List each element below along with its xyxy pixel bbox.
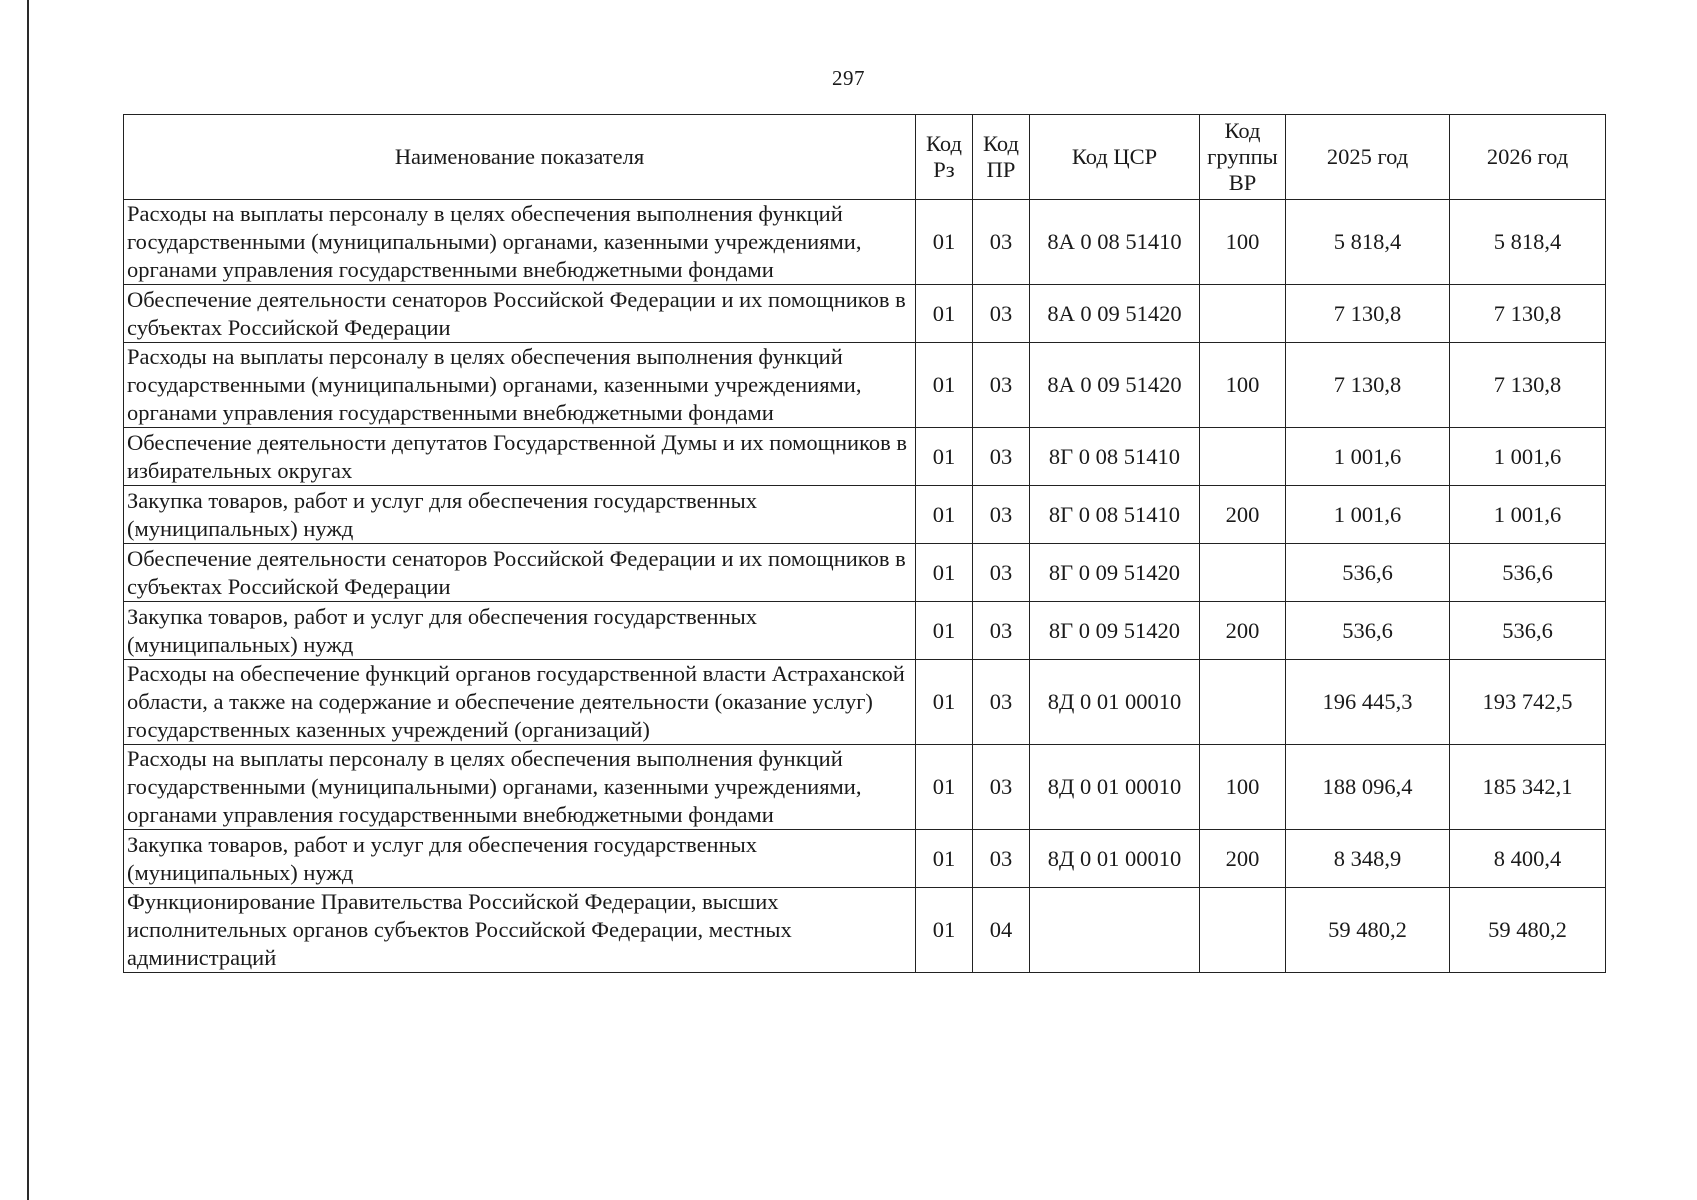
row-2025: 8 348,9 (1286, 830, 1450, 888)
header-2026: 2026 год (1450, 115, 1606, 200)
row-pr: 03 (973, 428, 1030, 486)
row-pr: 03 (973, 660, 1030, 745)
row-2025: 7 130,8 (1286, 343, 1450, 428)
row-rz: 01 (916, 343, 973, 428)
row-vr (1200, 285, 1286, 343)
row-2025: 196 445,3 (1286, 660, 1450, 745)
table-row (124, 830, 1606, 888)
row-2026: 536,6 (1450, 544, 1606, 602)
row-rz: 01 (916, 830, 973, 888)
row-rz: 01 (916, 660, 973, 745)
budget-table (123, 114, 1606, 973)
header-rz: Код Рз (916, 115, 973, 200)
row-rz: 01 (916, 486, 973, 544)
table-header-row (124, 115, 1606, 200)
row-2026: 59 480,2 (1450, 888, 1606, 973)
row-2025: 188 096,4 (1286, 745, 1450, 830)
row-2026: 536,6 (1450, 602, 1606, 660)
header-2025: 2025 год (1286, 115, 1450, 200)
row-2026: 7 130,8 (1450, 343, 1606, 428)
row-vr: 100 (1200, 343, 1286, 428)
table-row (124, 888, 1606, 973)
row-vr (1200, 888, 1286, 973)
row-vr: 200 (1200, 486, 1286, 544)
row-2026: 185 342,1 (1450, 745, 1606, 830)
table-row (124, 602, 1606, 660)
row-2025: 536,6 (1286, 602, 1450, 660)
scan-edge-line (27, 0, 29, 1200)
row-name: Закупка товаров, работ и услуг для обеспечения государственных (муниципальных) нужд (124, 486, 916, 544)
row-rz: 01 (916, 544, 973, 602)
row-2026: 1 001,6 (1450, 428, 1606, 486)
row-csr (1030, 888, 1200, 973)
row-name: Закупка товаров, работ и услуг для обеспечения государственных (муниципальных) нужд (124, 830, 916, 888)
row-2026: 5 818,4 (1450, 200, 1606, 285)
page-number: 297 (832, 66, 865, 90)
row-vr: 100 (1200, 200, 1286, 285)
row-csr: 8Д 0 01 00010 (1030, 660, 1200, 745)
header-name: Наименование показателя (124, 115, 916, 200)
row-vr: 200 (1200, 830, 1286, 888)
row-rz: 01 (916, 428, 973, 486)
row-csr: 8Д 0 01 00010 (1030, 830, 1200, 888)
row-pr: 03 (973, 486, 1030, 544)
row-name: Закупка товаров, работ и услуг для обеспечения государственных (муниципальных) нужд (124, 602, 916, 660)
row-name: Обеспечение деятельности сенаторов Российской Федерации и их помощников в субъектах Российской Федерации (124, 285, 916, 343)
row-2025: 59 480,2 (1286, 888, 1450, 973)
row-2025: 7 130,8 (1286, 285, 1450, 343)
row-name: Расходы на выплаты персоналу в целях обеспечения выполнения функций государственными (муниципальными) органами, казенными учреждениями, органами управления государственными внебюджетными фондами (124, 200, 916, 285)
table-row (124, 660, 1606, 745)
row-pr: 04 (973, 888, 1030, 973)
row-2026: 8 400,4 (1450, 830, 1606, 888)
row-rz: 01 (916, 888, 973, 973)
row-vr: 100 (1200, 745, 1286, 830)
table-row (124, 544, 1606, 602)
row-csr: 8А 0 09 51420 (1030, 285, 1200, 343)
row-csr: 8Г 0 09 51420 (1030, 602, 1200, 660)
row-2025: 1 001,6 (1286, 428, 1450, 486)
table-row (124, 200, 1606, 285)
table-row (124, 486, 1606, 544)
row-name: Обеспечение деятельности депутатов Государственной Думы и их помощников в избирательных округах (124, 428, 916, 486)
row-vr (1200, 428, 1286, 486)
row-pr: 03 (973, 602, 1030, 660)
row-2026: 1 001,6 (1450, 486, 1606, 544)
row-csr: 8Г 0 08 51410 (1030, 428, 1200, 486)
header-vr: Код группы ВР (1200, 115, 1286, 200)
row-vr (1200, 660, 1286, 745)
row-rz: 01 (916, 285, 973, 343)
row-csr: 8Д 0 01 00010 (1030, 745, 1200, 830)
row-pr: 03 (973, 830, 1030, 888)
header-csr: Код ЦСР (1030, 115, 1200, 200)
row-name: Функционирование Правительства Российской Федерации, высших исполнительных органов субъектов Российской Федерации, местных администраций (124, 888, 916, 973)
table-row (124, 285, 1606, 343)
row-vr (1200, 544, 1286, 602)
row-name: Расходы на обеспечение функций органов государственной власти Астраханской области, а также на содержание и обеспечение деятельности (оказание услуг) государственных казенных учреждений (организаций) (124, 660, 916, 745)
table-row (124, 343, 1606, 428)
row-csr: 8Г 0 09 51420 (1030, 544, 1200, 602)
row-csr: 8Г 0 08 51410 (1030, 486, 1200, 544)
row-csr: 8А 0 09 51420 (1030, 343, 1200, 428)
table-row (124, 745, 1606, 830)
row-pr: 03 (973, 745, 1030, 830)
row-pr: 03 (973, 343, 1030, 428)
table-row (124, 428, 1606, 486)
row-pr: 03 (973, 285, 1030, 343)
row-name: Обеспечение деятельности сенаторов Российской Федерации и их помощников в субъектах Российской Федерации (124, 544, 916, 602)
row-2025: 5 818,4 (1286, 200, 1450, 285)
header-pr: Код ПР (973, 115, 1030, 200)
row-pr: 03 (973, 200, 1030, 285)
row-csr: 8А 0 08 51410 (1030, 200, 1200, 285)
row-2026: 7 130,8 (1450, 285, 1606, 343)
row-rz: 01 (916, 200, 973, 285)
row-name: Расходы на выплаты персоналу в целях обеспечения выполнения функций государственными (муниципальными) органами, казенными учреждениями, органами управления государственными внебюджетными фондами (124, 745, 916, 830)
row-vr: 200 (1200, 602, 1286, 660)
row-2025: 536,6 (1286, 544, 1450, 602)
row-pr: 03 (973, 544, 1030, 602)
row-2026: 193 742,5 (1450, 660, 1606, 745)
row-rz: 01 (916, 745, 973, 830)
row-name: Расходы на выплаты персоналу в целях обеспечения выполнения функций государственными (муниципальными) органами, казенными учреждениями, органами управления государственными внебюджетными фондами (124, 343, 916, 428)
row-2025: 1 001,6 (1286, 486, 1450, 544)
row-rz: 01 (916, 602, 973, 660)
